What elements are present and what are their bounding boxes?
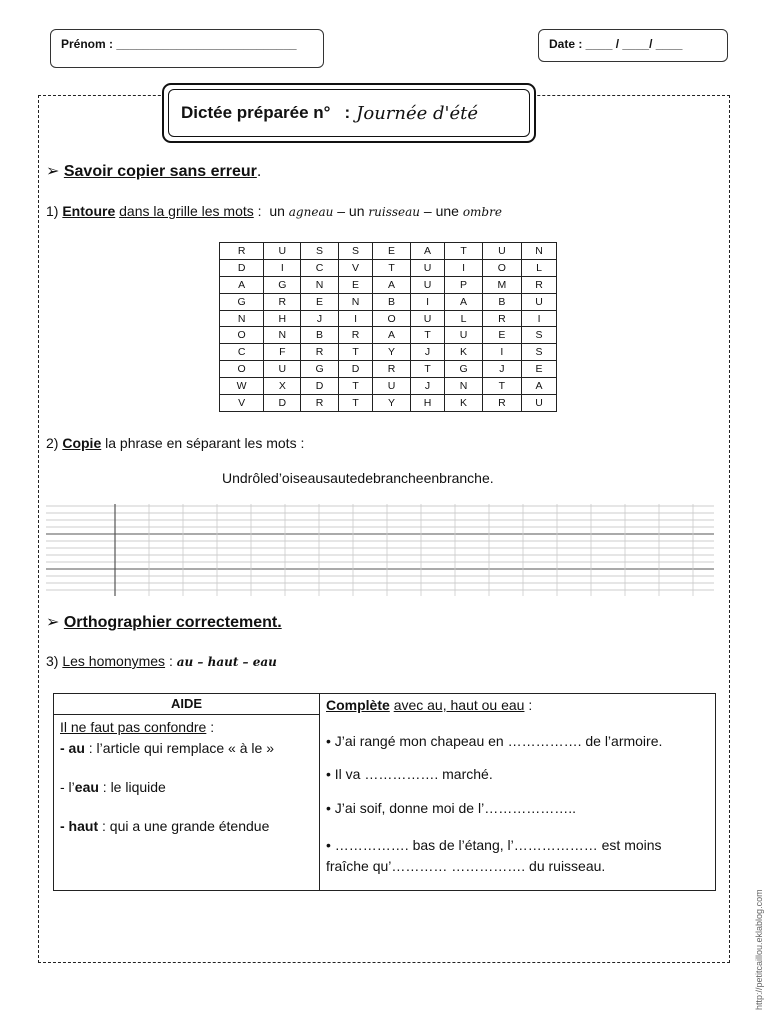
grid-cell[interactable]: A xyxy=(220,276,264,293)
grid-cell[interactable]: O xyxy=(482,259,522,276)
grid-cell[interactable]: K xyxy=(445,395,482,412)
grid-cell[interactable]: N xyxy=(338,293,373,310)
grid-cell[interactable]: R xyxy=(482,310,522,327)
grid-cell[interactable]: R xyxy=(264,293,301,310)
q2-instruction: 2) Copie la phrase en séparant les mots : xyxy=(46,435,305,451)
grid-cell[interactable]: R xyxy=(301,395,338,412)
aide-haut: - haut : qui a une grande étendue xyxy=(60,818,270,834)
aide-eau: - l’eau : le liquide xyxy=(60,779,166,795)
grid-cell[interactable]: K xyxy=(445,344,482,361)
grid-cell[interactable]: A xyxy=(373,276,410,293)
complete-sentence[interactable]: • J’ai soif, donne moi de l’……………….. xyxy=(326,800,576,816)
aide-intro: Il ne faut pas confondre : xyxy=(60,719,215,735)
grid-cell[interactable]: S xyxy=(338,243,373,260)
grid-cell[interactable]: T xyxy=(482,378,522,395)
grid-cell[interactable]: T xyxy=(445,243,482,260)
grid-cell[interactable]: G xyxy=(301,361,338,378)
grid-row xyxy=(220,344,557,361)
grid-cell[interactable]: U xyxy=(410,259,445,276)
prenom-box[interactable] xyxy=(50,29,324,68)
grid-cell[interactable]: U xyxy=(410,310,445,327)
grid-cell[interactable]: E xyxy=(373,243,410,260)
grid-cell[interactable]: I xyxy=(264,259,301,276)
grid-row xyxy=(220,276,557,293)
grid-cell[interactable]: C xyxy=(301,259,338,276)
grid-cell[interactable]: G xyxy=(445,361,482,378)
grid-cell[interactable]: I xyxy=(522,310,557,327)
title-main: Dictée préparée n° xyxy=(181,103,331,122)
grid-cell[interactable]: W xyxy=(220,378,264,395)
grid-cell[interactable]: U xyxy=(410,276,445,293)
word-search-grid[interactable] xyxy=(219,242,557,412)
grid-cell[interactable]: S xyxy=(522,327,557,344)
grid-cell[interactable]: T xyxy=(410,327,445,344)
grid-cell[interactable]: A xyxy=(445,293,482,310)
grid-cell[interactable]: D xyxy=(220,259,264,276)
grid-cell[interactable]: B xyxy=(373,293,410,310)
grid-cell[interactable]: C xyxy=(220,344,264,361)
grid-cell[interactable]: F xyxy=(264,344,301,361)
grid-cell[interactable]: T xyxy=(338,395,373,412)
grid-cell[interactable]: D xyxy=(338,361,373,378)
grid-cell[interactable]: R xyxy=(373,361,410,378)
grid-cell[interactable]: O xyxy=(373,310,410,327)
grid-cell[interactable]: H xyxy=(410,395,445,412)
grid-cell[interactable]: N xyxy=(522,243,557,260)
aide-table xyxy=(53,693,716,891)
writing-lines[interactable] xyxy=(46,500,714,596)
grid-cell[interactable]: E xyxy=(338,276,373,293)
grid-row xyxy=(220,259,557,276)
title-colon: : xyxy=(344,103,351,122)
grid-row xyxy=(220,327,557,344)
grid-cell[interactable]: T xyxy=(338,344,373,361)
grid-cell[interactable]: H xyxy=(264,310,301,327)
grid-cell[interactable]: M xyxy=(482,276,522,293)
complete-sentence[interactable]: • Il va ……………. marché. xyxy=(326,766,493,782)
grid-cell[interactable]: Y xyxy=(373,395,410,412)
complete-column xyxy=(320,694,715,890)
grid-cell[interactable]: U xyxy=(482,243,522,260)
title-script: Journée d'été xyxy=(356,102,479,124)
grid-cell[interactable]: N xyxy=(220,310,264,327)
grid-cell[interactable]: R xyxy=(338,327,373,344)
grid-cell[interactable]: O xyxy=(220,361,264,378)
date-box[interactable] xyxy=(538,29,728,62)
grid-cell[interactable]: N xyxy=(445,378,482,395)
section-copy-heading: ➢ Savoir copier sans erreur. xyxy=(46,163,262,180)
grid-cell[interactable]: D xyxy=(264,395,301,412)
grid-cell[interactable]: U xyxy=(264,243,301,260)
aide-column xyxy=(54,694,320,890)
grid-cell[interactable]: D xyxy=(301,378,338,395)
grid-cell[interactable]: V xyxy=(338,259,373,276)
grid-cell[interactable]: S xyxy=(522,344,557,361)
grid-cell[interactable]: R xyxy=(522,276,557,293)
grid-row xyxy=(220,243,557,260)
grid-cell[interactable]: I xyxy=(338,310,373,327)
grid-cell[interactable]: E xyxy=(301,293,338,310)
grid-cell[interactable]: G xyxy=(220,293,264,310)
grid-row xyxy=(220,395,557,412)
grid-cell[interactable]: B xyxy=(301,327,338,344)
grid-cell[interactable]: S xyxy=(301,243,338,260)
q2-sentence: Undrôled’oiseausautedebrancheenbranche. xyxy=(222,470,494,486)
aide-au: - au : l’article qui remplace « à le » xyxy=(60,740,274,756)
grid-cell[interactable]: I xyxy=(410,293,445,310)
aide-title: AIDE xyxy=(54,694,319,715)
complete-sentence[interactable]: • J’ai rangé mon chapeau en ……………. de l’armoire. xyxy=(326,733,663,749)
grid-cell[interactable]: J xyxy=(410,378,445,395)
grid-cell[interactable]: U xyxy=(445,327,482,344)
grid-cell[interactable]: J xyxy=(410,344,445,361)
prenom-label: Prénom : ___________________________ xyxy=(61,37,297,51)
grid-cell[interactable]: E xyxy=(482,327,522,344)
grid-row xyxy=(220,378,557,395)
grid-cell[interactable]: E xyxy=(522,361,557,378)
grid-cell[interactable]: A xyxy=(522,378,557,395)
grid-cell[interactable]: L xyxy=(445,310,482,327)
grid-cell[interactable]: R xyxy=(301,344,338,361)
grid-cell[interactable]: U xyxy=(373,378,410,395)
grid-row xyxy=(220,293,557,310)
grid-cell[interactable]: U xyxy=(522,395,557,412)
grid-cell[interactable]: T xyxy=(373,259,410,276)
q1-instruction: 1) Entoure dans la grille les mots : un agneau – un ruisseau – une ombre xyxy=(46,203,502,219)
q3-instruction: 3) Les homonymes : au – haut – eau xyxy=(46,653,277,669)
grid-cell[interactable]: G xyxy=(264,276,301,293)
grid-cell[interactable]: T xyxy=(410,361,445,378)
grid-cell[interactable]: V xyxy=(220,395,264,412)
grid-cell[interactable]: A xyxy=(410,243,445,260)
grid-cell[interactable]: J xyxy=(482,361,522,378)
title-box xyxy=(162,83,536,143)
arrow-icon: ➢ xyxy=(46,163,60,180)
site-url: http://petitcaillou.eklablog.com xyxy=(754,889,764,1010)
grid-cell[interactable]: T xyxy=(338,378,373,395)
grid-cell[interactable]: P xyxy=(445,276,482,293)
grid-cell[interactable]: O xyxy=(220,327,264,344)
grid-cell[interactable]: U xyxy=(522,293,557,310)
grid-cell[interactable]: Y xyxy=(373,344,410,361)
grid-row xyxy=(220,310,557,327)
grid-cell[interactable]: N xyxy=(264,327,301,344)
grid-cell[interactable]: U xyxy=(264,361,301,378)
grid-cell[interactable]: X xyxy=(264,378,301,395)
grid-cell[interactable]: B xyxy=(482,293,522,310)
grid-cell[interactable]: R xyxy=(220,243,264,260)
grid-cell[interactable]: R xyxy=(482,395,522,412)
grid-cell[interactable]: I xyxy=(445,259,482,276)
grid-cell[interactable]: J xyxy=(301,310,338,327)
complete-instruction: Complète avec au, haut ou eau : xyxy=(326,697,533,713)
complete-sentence[interactable]: • ……………. bas de l’étang, l’……………… est moins fraîche qu’………… ……………. du ruisseau. xyxy=(326,837,662,874)
grid-cell[interactable]: I xyxy=(482,344,522,361)
date-label: Date : ____ / ____/ ____ xyxy=(549,37,683,51)
grid-cell[interactable]: A xyxy=(373,327,410,344)
grid-row xyxy=(220,361,557,378)
arrow-icon: ➢ xyxy=(46,614,60,631)
section-orthographe-heading: ➢ Orthographier correctement. xyxy=(46,614,282,631)
grid-cell[interactable]: N xyxy=(301,276,338,293)
grid-cell[interactable]: L xyxy=(522,259,557,276)
